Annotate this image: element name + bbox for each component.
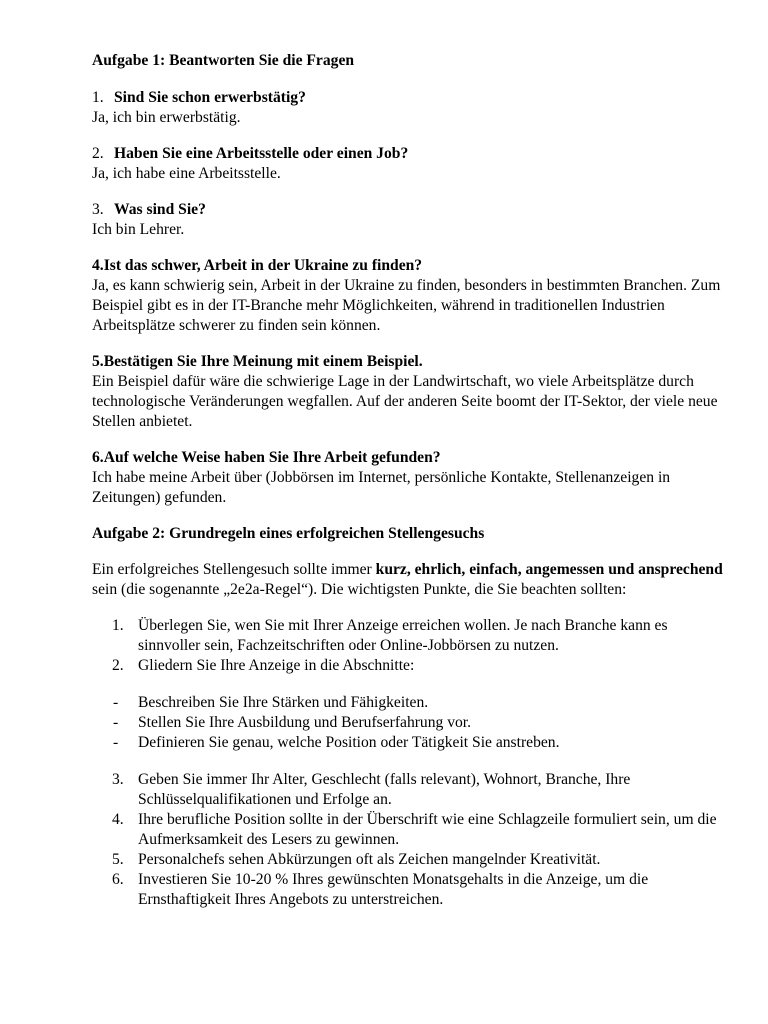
steps-list-a bbox=[92, 616, 728, 676]
aufgabe1-title: Aufgabe 1: Beantworten Sie die Fragen bbox=[92, 52, 355, 69]
list-item-text: Ihre berufliche Position sollte in der Überschrift wie eine Schlagzeile formuliert sein, um die Aufmerksamkeit des Lesers zu gewinnen. bbox=[138, 811, 717, 848]
answer-3: Ich bin Lehrer. bbox=[92, 221, 185, 238]
question-number: 3. bbox=[92, 201, 104, 218]
question-number: 2. bbox=[92, 145, 104, 162]
dash-bullet: - bbox=[113, 694, 119, 711]
qa-item-3 bbox=[92, 200, 728, 240]
dash-item-text: Beschreiben Sie Ihre Stärken und Fähigkeiten. bbox=[138, 694, 429, 711]
aufgabe2-intro bbox=[92, 560, 728, 600]
dash-bullet: - bbox=[113, 714, 119, 731]
qa-item-4 bbox=[92, 256, 728, 336]
answer-1: Ja, ich bin erwerbstätig. bbox=[92, 109, 241, 126]
answer-6: Ich habe meine Arbeit über (Jobbörsen im Internet, persönliche Kontakte, Stellenanzeigen in Zeitungen) gefunden. bbox=[92, 469, 671, 506]
answer-2: Ja, ich habe eine Arbeitsstelle. bbox=[92, 165, 281, 182]
qa-item-1 bbox=[92, 88, 728, 128]
aufgabe2-title: Aufgabe 2: Grundregeln eines erfolgreichen Stellengesuchs bbox=[92, 525, 485, 542]
list-item-number: 1. bbox=[112, 617, 124, 634]
question-number: 1. bbox=[92, 89, 104, 106]
dash-item bbox=[92, 733, 728, 753]
list-item bbox=[92, 870, 728, 910]
question-6: 6.Auf welche Weise haben Sie Ihre Arbeit gefunden? bbox=[92, 449, 441, 466]
list-item bbox=[92, 850, 728, 870]
list-item-text: Investieren Sie 10-20 % Ihres gewünschten Monatsgehalts in die Anzeige, um die Ernsthaftigkeit Ihres Angebots zu unterstreichen. bbox=[138, 871, 649, 908]
question-1 bbox=[92, 88, 728, 108]
dash-list bbox=[92, 693, 728, 753]
dash-item-text: Definieren Sie genau, welche Position oder Tätigkeit Sie anstreben. bbox=[138, 734, 560, 751]
list-item-number: 2. bbox=[112, 657, 124, 674]
list-item-text: Gliedern Sie Ihre Anzeige in die Abschnitte: bbox=[138, 657, 415, 674]
question-5: 5.Bestätigen Sie Ihre Meinung mit einem Beispiel. bbox=[92, 353, 423, 370]
list-item-text: Personalchefs sehen Abkürzungen oft als Zeichen mangelnder Kreativität. bbox=[138, 851, 601, 868]
list-item bbox=[92, 810, 728, 850]
dash-item-text: Stellen Sie Ihre Ausbildung und Berufserfahrung vor. bbox=[138, 714, 472, 731]
list-item-text: Geben Sie immer Ihr Alter, Geschlecht (falls relevant), Wohnort, Branche, Ihre Schlüsselqualifikationen und Erfolge an. bbox=[138, 771, 631, 808]
question-3 bbox=[92, 200, 728, 220]
intro-text-start: Ein erfolgreiches Stellengesuch sollte immer bbox=[92, 561, 376, 578]
intro-bold-keywords: kurz, ehrlich, einfach, angemessen und ansprechend bbox=[375, 561, 723, 578]
list-item-number: 4. bbox=[112, 811, 124, 828]
spacer bbox=[92, 676, 728, 693]
dash-item bbox=[92, 693, 728, 713]
qa-item-6 bbox=[92, 448, 728, 508]
question-4: 4.Ist das schwer, Arbeit in der Ukraine zu finden? bbox=[92, 257, 423, 274]
steps-list-b bbox=[92, 770, 728, 910]
list-item bbox=[92, 656, 728, 676]
dash-bullet: - bbox=[113, 734, 119, 751]
spacer bbox=[92, 753, 728, 770]
question-2 bbox=[92, 144, 728, 164]
dash-item bbox=[92, 713, 728, 733]
list-item-number: 6. bbox=[112, 871, 124, 888]
answer-4: Ja, es kann schwierig sein, Arbeit in der Ukraine zu finden, besonders in bestimmten Branchen. Zum Beispiel gibt es in der IT-Branche mehr Möglichkeiten, während in traditionellen Industrien Arbeitsplätze schwerer zu finden sein können. bbox=[92, 277, 721, 334]
list-item-text: Überlegen Sie, wen Sie mit Ihrer Anzeige erreichen wollen. Je nach Branche kann es sinnvoller sein, Fachzeitschriften oder Online-Jobbörsen zu nutzen. bbox=[138, 617, 668, 654]
answer-5: Ein Beispiel dafür wäre die schwierige Lage in der Landwirtschaft, wo viele Arbeitsplätze durch technologische Veränderungen wegfallen. Auf der anderen Seite boomt der IT-Sektor, der viele neue Stellen anbietet. bbox=[92, 373, 718, 430]
intro-text-end: sein (die sogenannte „2e2a-Regel“). Die wichtigsten Punkte, die Sie beachten sollten: bbox=[92, 581, 627, 598]
qa-item-5 bbox=[92, 352, 728, 432]
list-item bbox=[92, 616, 728, 656]
list-item bbox=[92, 770, 728, 810]
list-item-number: 3. bbox=[112, 771, 124, 788]
question-text: Haben Sie eine Arbeitsstelle oder einen Job? bbox=[114, 145, 409, 162]
qa-item-2 bbox=[92, 144, 728, 184]
question-text: Sind Sie schon erwerbstätig? bbox=[114, 89, 306, 106]
question-text: Was sind Sie? bbox=[114, 201, 206, 218]
list-item-number: 5. bbox=[112, 851, 124, 868]
